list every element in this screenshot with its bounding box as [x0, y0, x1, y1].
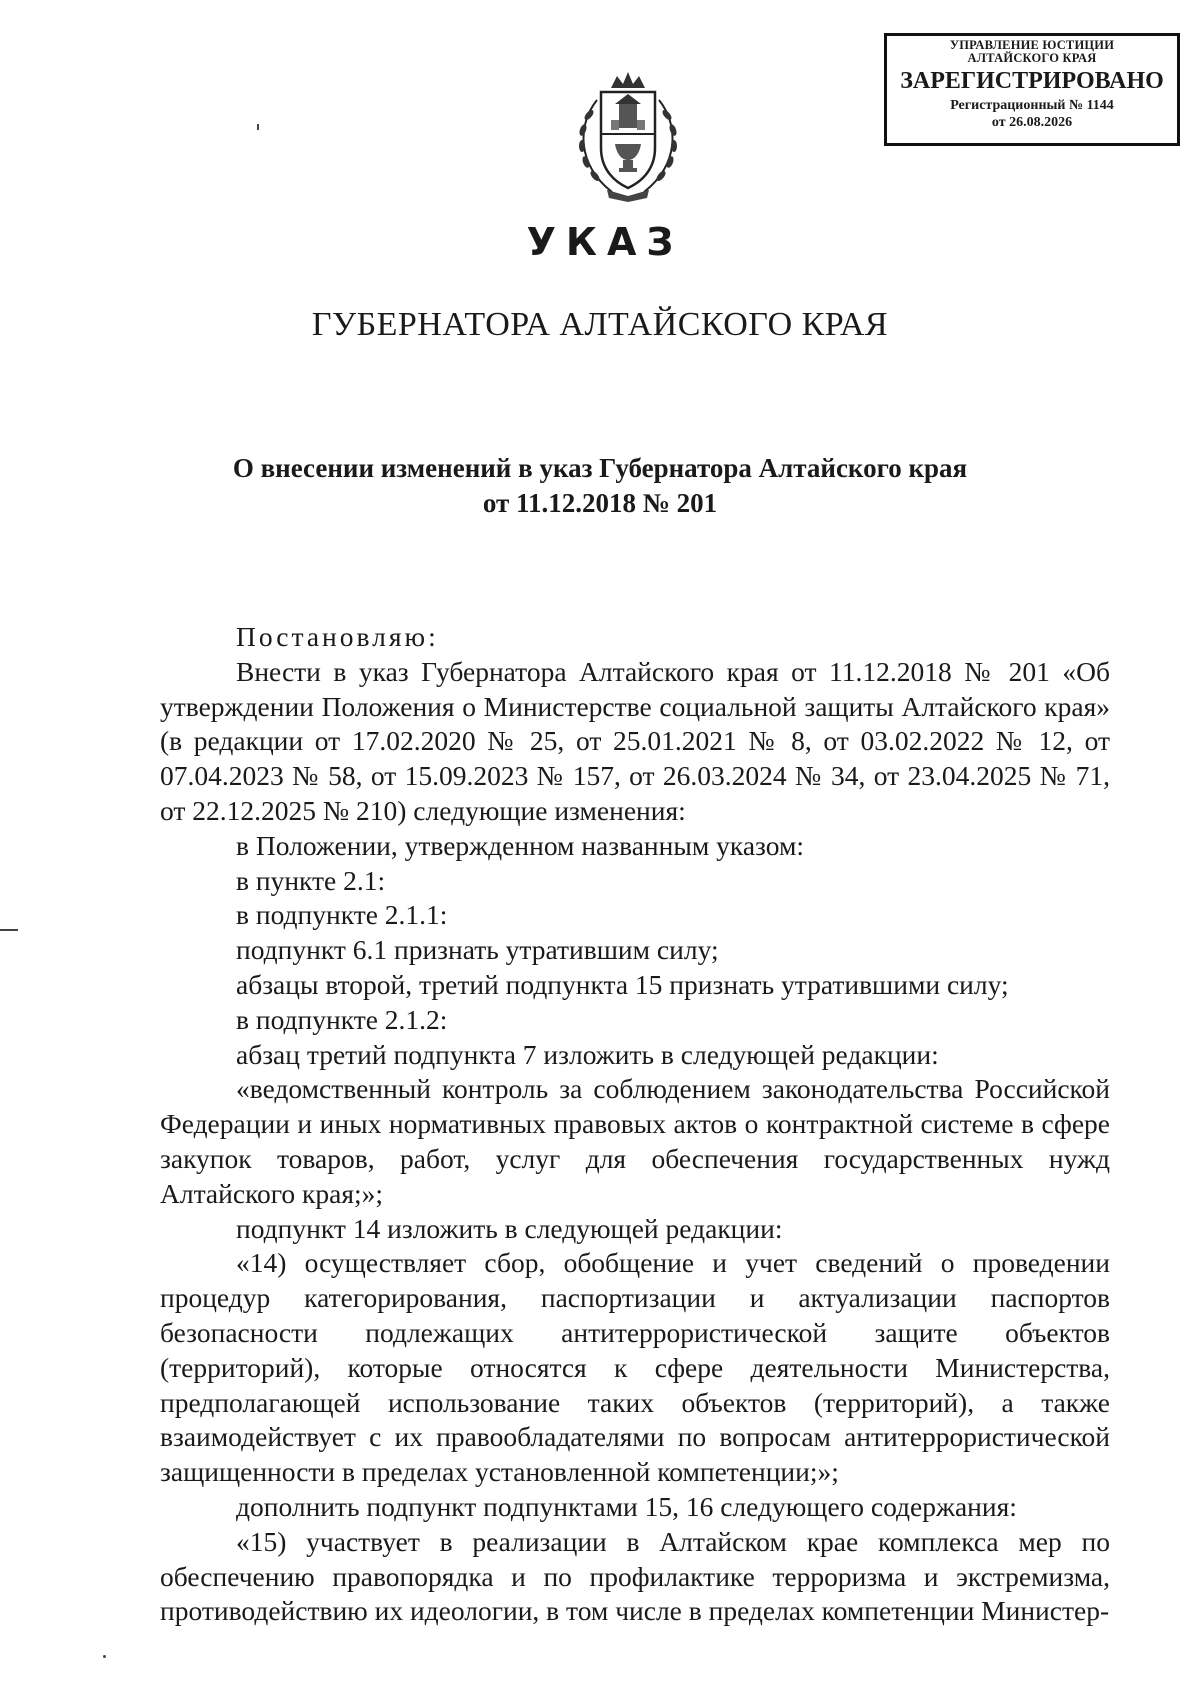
body-paragraph: «ведомственный контроль за соблюдением законодательства Российской Федерации и иных нормативных правовых актов о контрактной системе в сфере закупок товаров, работ, услуг для обеспечения государственных нужд Алтайского края;»;	[160, 1073, 1110, 1209]
body-paragraph: абзацы второй, третий подпункта 15 признать утратившими силу;	[236, 968, 1009, 1000]
body-paragraph: подпункт 14 изложить в следующей редакции:	[236, 1212, 783, 1244]
body-paragraph: «15) участвует в реализации в Алтайском крае комплекса мер по обеспечению правопорядка и по профилактике терроризма и экстремизма, противодействию их идеологии, в том числе в пределах компетенции Министер-	[160, 1525, 1110, 1627]
stamp-org-line1: УПРАВЛЕНИЕ ЮСТИЦИИ	[949, 38, 1115, 52]
altai-coat-of-arms-icon	[567, 70, 689, 202]
body-paragraph: абзац третий подпункта 7 изложить в следующей редакции:	[236, 1038, 939, 1070]
body-paragraph: в подпункте 2.1.1:	[236, 899, 448, 931]
body-paragraph: в пункте 2.1:	[236, 864, 386, 896]
document-subject	[200, 451, 1000, 521]
registration-stamp	[884, 33, 1180, 146]
body-paragraph: Внести в указ Губернатора Алтайского края от 11.12.2018 № 201 «Об утверждении Положения о Министерстве социальной защиты Алтайского края» (в редакции от 17.02.2020 № 25, от 25.01.2021 № 8, от 03.02.2022 № 12, от 07.04.2023 № 58, от 15.09.2023 № 157, от 26.03.2024 № 34, от 23.04.2025 № 71, от 22.12.2025 № 210) следующие изменения:	[160, 655, 1110, 826]
body-paragraph: в Положении, утвержденном названным указом:	[236, 829, 804, 861]
body-paragraph: Постановляю:	[236, 621, 439, 652]
body-paragraph: «14) осуществляет сбор, обобщение и учет сведений о проведении процедур категорирования, паспортизации и актуализации паспортов безопасности подлежащих антитеррористической защите объектов (территорий), которые относятся к сфере деятельности Министерства, предполагающей использование таких объектов (территорий), а также взаимодействует с их правообладателями по вопросам антитеррористической защищенности в пределах установленной компетенции;»;	[160, 1247, 1110, 1488]
scan-mark	[0, 929, 18, 931]
scan-mark	[257, 124, 259, 130]
subject-line2: от 11.12.2018 № 201	[482, 488, 718, 518]
document-issuer: ГУБЕРНАТОРА АЛТАЙСКОГО КРАЯ	[311, 306, 889, 343]
scan-mark	[103, 1655, 106, 1658]
stamp-reg-date: от 26.08.2026	[991, 115, 1073, 130]
stamp-status: ЗАРЕГИСТРИРОВАНО	[900, 68, 1164, 94]
stamp-reg-number: Регистрационный № 1144	[950, 98, 1114, 113]
body-paragraph: дополнить подпункт подпунктами 15, 16 следующего содержания:	[236, 1490, 1017, 1522]
stamp-org-line2: АЛТАЙСКОГО КРАЯ	[967, 51, 1097, 65]
body-paragraph: подпункт 6.1 признать утратившим силу;	[236, 934, 719, 966]
subject-line1: О внесении изменений в указ Губернатора Алтайского края	[232, 453, 968, 483]
document-type-title: УКАЗ	[526, 220, 684, 264]
body-paragraph: в подпункте 2.1.2:	[236, 1003, 448, 1035]
document-body	[160, 620, 1110, 1629]
